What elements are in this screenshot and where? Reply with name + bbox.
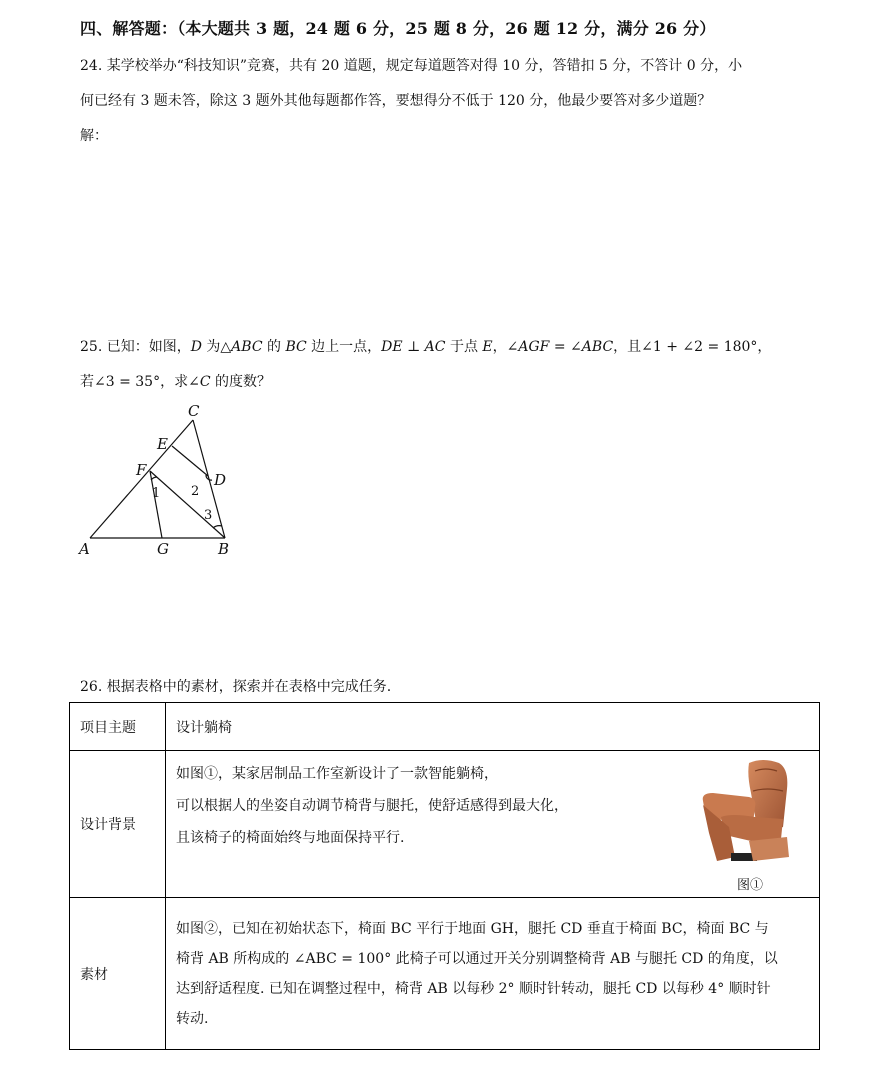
- material-line-2: 椅背 AB 所构成的 ∠ABC = 100° 此椅子可以通过开关分别调整椅背 AB 与腿托 CD 的角度，以: [176, 950, 778, 967]
- table-row: [70, 898, 820, 1050]
- q24-line1: 24. 某学校举办“科技知识”竞赛，共有 20 道题，规定每道题答对得 10 分，答错扣 5 分，不答计 0 分，小: [80, 58, 743, 74]
- row2-header: 设计背景: [70, 751, 166, 898]
- material-line-3: 达到舒适程度. 已知在调整过程中，椅背 AB 以每秒 2° 顺时针转动，腿托 CD 以每秒 4° 顺时针: [176, 980, 771, 997]
- label-b: B: [218, 540, 230, 558]
- segment-ed: [172, 446, 208, 476]
- q26-intro: 26. 根据表格中的素材，探索并在表格中完成任务.: [80, 679, 392, 695]
- material-line-1: 如图②，已知在初始状态下，椅面 BC 平行于地面 GH，腿托 CD 垂直于椅面 BC，椅面 BC 与: [176, 920, 769, 937]
- q24-answer-label: 解：: [80, 128, 108, 144]
- segment-ac: [90, 420, 193, 538]
- segment-fg: [150, 471, 162, 538]
- label-d: D: [214, 471, 227, 489]
- angle-1-label: 1: [152, 486, 161, 501]
- background-line-1: 如图①，某家居制品工作室新设计了一款智能躺椅，: [176, 766, 498, 782]
- label-g: G: [157, 540, 169, 558]
- figure-1-caption: 图①: [736, 878, 763, 893]
- q25-line1: 25. 已知：如图，D 为△ABC 的 BC 边上一点，DE ⊥ AC 于点 E，∠AGF = ∠ABC，且∠1 + ∠2 = 180°，: [80, 339, 772, 355]
- table-row: [70, 751, 820, 898]
- section-heading: 四、解答题：（本大题共 3 题，24 题 6 分，25 题 8 分，26 题 12 分，满分 26 分）: [80, 19, 716, 38]
- task-table: [69, 702, 820, 1050]
- table-row: [70, 703, 820, 751]
- row3-content: [166, 898, 820, 1050]
- row2-content: [166, 751, 820, 898]
- q25-geometry-figure: [75, 398, 245, 560]
- q24-line2: 何已经有 3 题未答，除这 3 题外其他每题都作答，要想得分不低于 120 分，他最少要答对多少道题？: [80, 93, 712, 109]
- angle3-arc: [213, 526, 222, 528]
- material-line-4: 转动.: [176, 1010, 209, 1027]
- row1-header: 项目主题: [70, 703, 166, 751]
- angle-3-label: 3: [204, 508, 213, 523]
- label-e: E: [157, 435, 168, 453]
- background-line-3: 且该椅子的椅面始终与地面保持平行.: [176, 830, 405, 846]
- label-a: A: [79, 540, 90, 558]
- label-f: F: [136, 461, 147, 479]
- q25-line2: 若∠3 = 35°，求∠C 的度数？: [80, 374, 271, 390]
- background-line-2: 可以根据人的坐姿自动调节椅背与腿托，使舒适感得到最大化，: [176, 798, 568, 814]
- recliner-chair-image: [691, 757, 801, 869]
- row3-header: 素材: [70, 898, 166, 1050]
- row1-content: 设计躺椅: [166, 703, 820, 751]
- angle-2-label: 2: [191, 484, 200, 499]
- angle1-arc: [151, 477, 157, 480]
- label-c: C: [188, 402, 200, 420]
